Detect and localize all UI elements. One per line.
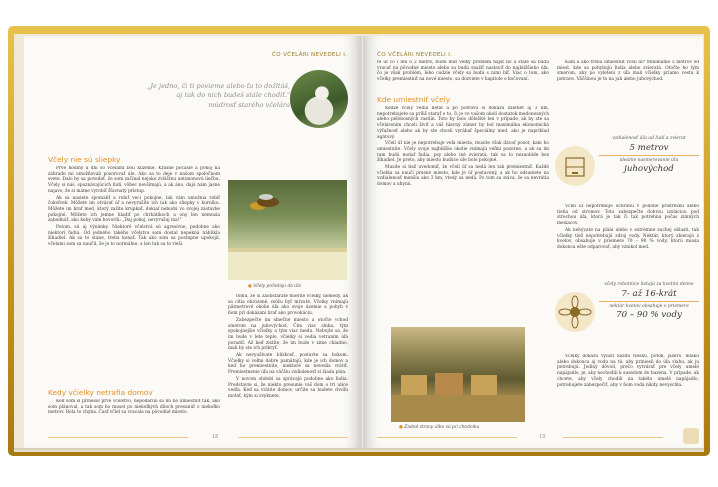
- beekeeper-portrait-image: [290, 70, 348, 128]
- hives-illustration: [391, 327, 525, 422]
- open-book: [8, 26, 710, 456]
- paragraph: Kam a ako treba umiestniť včelí úľ? Minimálne 5 metrov od miest, kde sa pohybujú ľudia alebo zvieratá. Otočte ho tým smerom, aby po vyletení z úľa mali včielky priamo cestu k potrave. Väčšinou je to na juh alebo juhovýchod.: [557, 60, 699, 83]
- left-column-1b: [48, 399, 220, 431]
- section-title-where-to-place: Kde umiestniť včely: [377, 95, 451, 104]
- footer-rule-right-2: [563, 437, 663, 438]
- paragraph: Musíte si tiež uvedomiť, že včelí úľ sa nedá len tak premiestniť. Každé včielka sa naučí presné miesto, kde je úľ postavený, a ak ho odsuniete na vzdialenosť menšiu ako 3 km, vtedy sa nedá. Po tom sa stáva, že sa nevrátia domov a uhynú.: [377, 165, 549, 188]
- right-column-2-middle: [557, 204, 699, 292]
- quote-line-1: „Je jedno, či ti povieme alebo ťa to dožltáš,: [146, 82, 290, 90]
- paragraph: Kedže včely vedia lietať a po potravu si dokážu zaletieť aj 3 km, nepotrebujete sa príliš starať o to, či je vo vašom okolí dostatok medonosných alebo peľonosných rastlín. Toto by bolo dôležité len v prípade, ak by ste sa včelárením chceli živiť a váš hlavný zámer by bol maximálna ekonomická výťažnosť alebo ak by ste chceli vyrábať špeciálny med, ako je napríklad agátový.: [377, 106, 549, 140]
- flower-icon: [555, 292, 595, 332]
- left-column-2: [228, 294, 348, 434]
- quote-source: múdrosť starého včelára: [208, 100, 290, 109]
- footer-rule-right: [377, 437, 517, 438]
- running-head-right: ČO VČELÁRI NEVEDELI I.: [377, 52, 453, 58]
- right-column-1: [377, 106, 549, 286]
- caption-bullet-icon: ●: [248, 284, 254, 289]
- paragraph: Ak nevyužívate blízkosť, postavte sa bokom. Včielky si veľmi dobre pamätajú, kde je ich domov a keď ho premiestnite, niektoré sa nevedia vrátiť. Premiestnenie úľa na väčšiu vzdialenosť si žiada plán.: [228, 353, 348, 376]
- hive-icon: [555, 146, 595, 186]
- paragraph: V novom období sa správajú podobne ako ľudia. Predstavte si, že niekto presunie váš dom o tri ulice vedľa. Keď sa vrátite domov, určite sa budete chvíľu motať, kým si zvyknete.: [228, 376, 348, 399]
- paragraph: Včelky dokážu využiť každú riešku, potok, jazero, mláku alebo dokonca aj vodu na tú, aby priniesli do úľa vlahu, ak ju potrebujú. Jediný dôvod, prečo vytvárať pre včely umelé napájadlo, je, aby nechodili k susedom do bazéna. V prípade, ak chcete, aby včely chodili na takéto umelé napájadlo, potrebujete zabezpečiť, aby v ňom voda nikdy nevyschla.: [557, 354, 699, 388]
- paragraph: Včelí úľ nepotrebuje ochranu v podobe prístrešku alebo tieňa od stromov. Toto zabezpečte dobrou izoláciou pod strechou úľa, ktorá je tak či tak potrebná počas zimných mesiacov.: [557, 204, 699, 227]
- section-title-bees-not-hens: Včely nie sú sliepky: [48, 155, 121, 164]
- beehives-garden-photo: [391, 327, 525, 422]
- paragraph: Ak sa nasiete spomaliť a robiť veci pokojne, tak vám umožnia robiť čokoľvek. Môžete im otvárať úľ a nevyrušíte ich tak ako sliepky v kurníku. Môžete im brať med, ktorý zažíte krupkať, dokiaľ nebudú vo svojej zástavbe pokojné. Môžete ich jemne hladiť po chrbátikoch a ony len nemusia zabodnúť, ako keby vám hovorili: „Daj pokoj, nevyrušuj ma!": [48, 195, 220, 224]
- info-rule: [599, 155, 699, 156]
- info-value: 7- až 16-krát: [621, 288, 677, 299]
- photo-caption-bees: [248, 284, 301, 289]
- section-title-bees-return: Kedy včielky netrafia domov: [48, 388, 153, 397]
- caption-text: Zadné strany úľov sú pri chodníku: [404, 425, 480, 430]
- right-page: [363, 36, 703, 448]
- info-value: 70 – 90 % vody: [616, 310, 682, 321]
- paragraph: Včelí úľ nie je nepotrebuje veľa miesta, musíte však dávať pozor, kam ho umiestníte. Včely svoje najbližšie okolie vnímajú veľmi pozorne, a ak sa im tam budú motať ľudia, psy alebo iné zvieratá, tak sa to nezaobíde bez žihadiel. Je preto, aby miesto budúce úle bolo pokojné.: [377, 141, 549, 164]
- photo-caption-hives: [399, 425, 479, 430]
- paragraph: tomu, že si zaobstaráte mierne včelky, niekedy, ak sa cítia ohrozené, môžu byť mrzuté. Včelky vnímajú pätmetrové okolie úľa ako svoje územie a pohyb v ňom pri dokázaní brať ako provokáciu.: [228, 294, 348, 317]
- info-label: vzdialenosť úľa od ľudí a zvierat: [612, 136, 686, 141]
- info-value: juhovýchod: [624, 164, 674, 175]
- bee-illustration: [228, 180, 347, 280]
- info-label: včely robotnice lietajú za kvetmi denne: [604, 282, 694, 287]
- info-rule: [599, 301, 699, 302]
- left-column-1: [48, 166, 220, 384]
- footer-rule-left: [48, 437, 188, 438]
- info-box-nectar: [557, 282, 699, 322]
- caption-text: Včely prilietajú do úľa: [253, 284, 301, 289]
- info-label: nektár kvetov obsahuje v priemere: [609, 303, 689, 309]
- info-label: ideálne nasmerovanie úľa: [619, 157, 679, 163]
- paragraph: Keď som si prinesol prvé včelstvo, nepodarilo sa mi ho umiestniť tak, ako som plánoval, a tak som ho musel po niekoľkých dňoch presunúť o niekoľko metrov. Bola to chyba. Časť včiel sa vracala na pôvodné miesto.: [48, 399, 220, 416]
- info-value: 5 metrov: [629, 142, 669, 153]
- quote-line-2: aj tak do nich budeš stále chodiť.": [176, 91, 290, 100]
- epigraph-quote: [120, 82, 290, 110]
- page-block: [14, 34, 704, 448]
- footer-rule-left-2: [238, 437, 348, 438]
- page-number-right: 19: [539, 434, 546, 440]
- paragraph: Zabezpečte im slnečné miesto a otočte vchod smerom na juhovýchod. Čím viac slnka, tým spokojnejšie včielky a tým viac medu. Nebojte sa, že im bude v lete teplo, včielky si vedia vetraním úľa poradiť. Až keď zistíte, že im bude v zime chladno, mali by ste ich prikryť.: [228, 317, 348, 352]
- paragraph: te úľ čo i len o 2 metre, budú mať veľký problém nájsť ho a stále sa budú vracať na pôvodné miesto alebo sa budú snažiť nastaviť do najbližšieho úľa, čo je však problém, lebo cudzie včely sa budú s nimi biť. Viac o tom, ako včelky premiestniť na nové miesto, sa dozviete v kapitole o kočovaní.: [377, 60, 549, 83]
- info-box-distance: [557, 136, 699, 176]
- paragraph: Ak nebývate na pláni alebo v extrémne suchej oblasti, tak včielky tiež nepotrebujú zdroj vody. Nektár, ktorý zbierajú z kvetov, obsahuje v priemere 70 – 90 % vody, ktorú musia dokonca ešte odparovať, aby vznikol med.: [557, 227, 699, 250]
- paragraph: Prvé hodiny a dni so včelami boli kúzelné. Krásne počasie a pokoj na záhrade mi umožňovali pozorovať úle. Ako sa to deje v našom spoločnom svete. Dalo by sa povedať, že som začínal nejako zvláštnu antimonovú liečbu. Včely si nás, spoznávajúcich ľudí, vôbec nevšímajú, a ak áno, dajú nám jasne najavo, že si máme vyrobiť šťavnatý prístup.: [48, 166, 220, 194]
- corner-ornament-icon: [683, 428, 699, 444]
- right-column-2-end: [557, 354, 699, 432]
- bee-flying-photo: [228, 180, 347, 280]
- caption-bullet-icon: ●: [399, 425, 405, 430]
- right-column-2-intro: [557, 60, 699, 132]
- page-number-left: 18: [212, 434, 219, 440]
- paragraph: Potom, sú aj výnimky. Niektoré včelstvá sú agresívne, podobne ako niektorí ľudia. Od jedného takého včelstva som dostal nepekná náhlikla žihadiel. Ak sa to stane, treba konať. Tak ako som sa postupne upokojil, včelami som sa naučil, že je to normálne, a len tak sa to rieši.: [48, 225, 220, 248]
- left-page: [24, 36, 362, 448]
- running-head-left: ČO VČELÁRI NEVEDELI I.: [272, 52, 348, 58]
- right-column-1-intro: [377, 60, 549, 94]
